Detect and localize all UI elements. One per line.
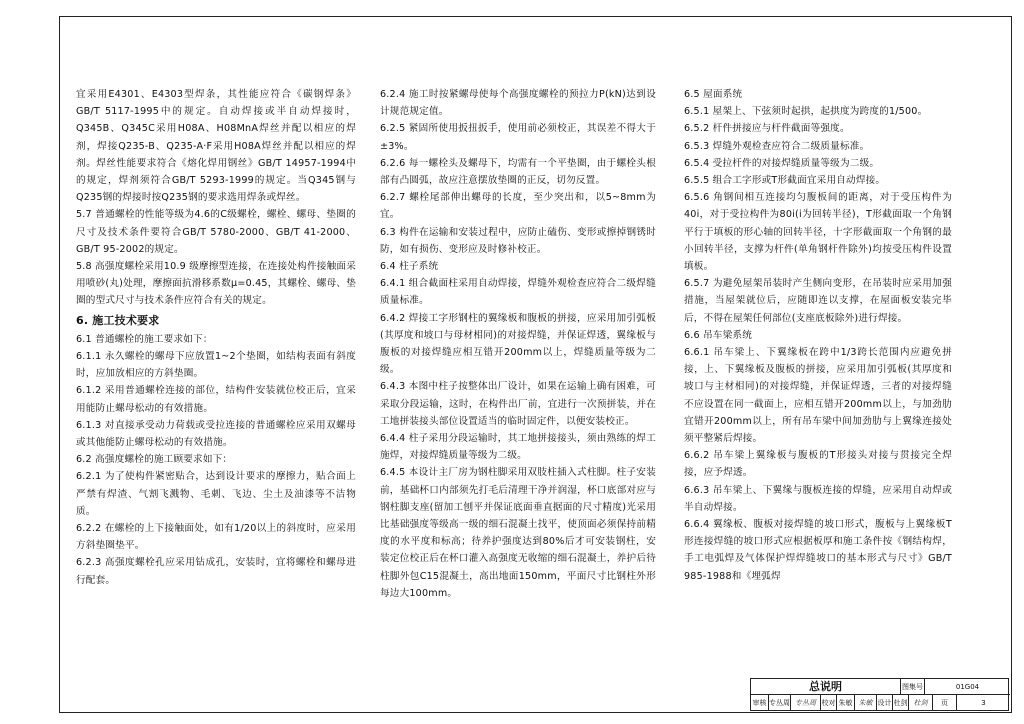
paragraph: 6.5.3 焊缝外观检查应符合二级质量标准。 — [684, 140, 870, 152]
paragraph: 6.6 吊车梁系统 — [684, 329, 753, 341]
paragraph: 6.2.5 紧固所使用扳扭扳手，使用前必须校正，其误差不得大于±3%。 — [380, 123, 656, 152]
paragraph: 6.2 高强度螺栓的施工顾要求如下： — [76, 454, 233, 466]
paragraph: 6.2.6 每一螺栓头及螺母下，均需有一个平垫圈，由于螺栓头根部有凸圆弧，故应注意摆放垫圈的正反，切勿反置。 — [380, 157, 656, 187]
paragraph: 6.2.3 高强度螺栓孔应采用钻成孔，安装时，宜将螺栓和螺母进行配套。 — [76, 557, 356, 586]
paragraph: 6.5.2 杆件拼接应与杆件截面等强度。 — [684, 123, 850, 135]
atlas-number: 01G04 — [925, 679, 1010, 695]
check-name: 朱敏 — [837, 695, 855, 711]
review-label: 审核 — [751, 695, 769, 711]
paragraph: 6.4.5 本设计主厂房为钢柱脚采用双肢柱插入式柱脚。柱子安装前，基础杯口内部须先打毛后清理干净并润湿，杯口底部对应与钢柱脚支座(留加工刨平并保证底面垂直据面的尺寸精度)光采用比基础强度等级高一级的细石混凝土找平，使顶面必须保持前精度的水平度和标高；待养护强度达到80%后才可安装钢柱，安装定位校正后在杯口灌入高强度无收缩的细石混凝土，养护后待柱脚外包C15混凝土，高出地面150mm，平面尺寸比钢柱外形每边大100mm。 — [380, 467, 656, 599]
design-label: 设计 — [877, 695, 893, 711]
section-heading: 6. 施工技术要求 — [76, 313, 160, 327]
sheet-title: 总说明 — [751, 679, 901, 695]
paragraph: 6.4.2 焊接工字形钢柱的翼缘板和腹板的拼接，应采用加引弧板(其厚度和坡口与母材相同)的对接焊缝，并保证焊透，翼缘板与腹板的对接焊缝应相互错开200mm以上，焊缝质量等级为二级。 — [380, 312, 656, 376]
paragraph: 6.2.7 螺栓尾部伸出螺母的长度，至少突出和，以5~8mm为宜。 — [380, 192, 656, 221]
page-label: 页 — [933, 695, 957, 711]
paragraph: 6.2.1 为了使构件紧密贴合，达到设计要求的摩擦力，贴合面上严禁有焊渣、气割飞溅物、毛刺、飞边、尘土及油漆等不洁物质。 — [76, 471, 356, 517]
review-name: 专丛周 — [769, 695, 791, 711]
title-block — [750, 678, 1009, 711]
paragraph: 6.5.7 为避免屋架吊装时产生侧向变形，在吊装时应采用加强措施，当屋架就位后，应随即连以支撑，在屋面板安装完毕后，不得在屋架任何部位(支座底板除外)进行焊接。 — [684, 278, 952, 324]
paragraph: 6.6.4 翼缘板、腹板对接焊缝的坡口形式，腹板与上翼缘板T形连接焊缝的坡口形式应根据板厚和施工条件按《钢结构焊，手工电弧焊及气体保护焊焊缝坡口的基本形式与尺寸》GB/T 985-1988和《埋弧焊 — [684, 519, 952, 582]
column-middle — [380, 86, 656, 602]
review-signature: 专丛周 — [791, 695, 821, 711]
paragraph: 6.5.1 屋架上、下弦须时起拱，起拱度为跨度的1/500。 — [684, 106, 928, 118]
paragraph: 6.5.5 组合工字形或T形截面宜采用自动焊接。 — [684, 175, 886, 187]
paragraph: 6.4.3 本图中柱子按整体出厂设计，如果在运输上确有困难，可采取分段运输，这时，在构件出厂前，宜进行一次预拼装，并在工地拼装接头部位设置适当的临时固定件，以便安装校正。 — [380, 381, 656, 427]
paragraph: 5.8 高强度螺栓采用10.9 级摩擦型连接，在连接处构件接触面采用喷砂(丸)处理，摩擦面抗滑移系数μ=0.45，其螺栓、螺母、垫圈的型式尺寸与技术条件应符合有关的规定。 — [76, 261, 356, 307]
column-right — [684, 86, 952, 585]
page-number: 3 — [981, 699, 986, 707]
paragraph: 宜采用E4301、E4303型焊条，其性能应符合《碳钢焊条》GB/T 5117-1995中的规定。自动焊接或半自动焊接时，Q345B、Q345C采用H08A、H08MnA焊丝并配以相应的焊剂，焊接Q235-B、Q235-A·F采用H08A焊丝并配以相应的焊剂。焊丝性能要求符合《熔化焊用钢丝》GB/T 14957-1994中的规定，焊剂须符合GB/T 5293-1999的规定。当Q345钢与Q235钢的焊接时按Q235钢的要求选用焊条或焊丝。 — [76, 89, 356, 204]
paragraph: 6.6.1 吊车梁上、下翼缘板在跨中1/3跨长范围内应避免拼接，上、下翼缘板及腹板的拼接，应采用加引弧板(其厚度和坡口与主材相同)的对接焊缝，并保证焊透，三者的对接焊缝不应设置在同一截面上，应相互错开200mm以上，与加劲肋宜错开200mm以上，所有吊车梁中间加劲肋与上翼缘连接处须平整紧后焊接。 — [684, 347, 952, 445]
check-label: 校对 — [821, 695, 837, 711]
paragraph: 6.5 屋面系统 — [684, 89, 743, 100]
paragraph: 6.3 构件在运输和安装过程中，应防止磕伤、变形或擦掉钢锈时防，如有损伤、变形应及时修补校正。 — [380, 226, 656, 255]
paragraph: 6.6.2 吊车梁上翼缘板与腹板的T形接头对接与贯接完全焊接，应予焊透。 — [684, 450, 952, 479]
paragraph: 6.5.4 受拉杆件的对接焊缝质量等级为二级。 — [684, 157, 880, 169]
paragraph: 6.1.2 采用普通螺栓连接的部位，结构件安装就位校正后，宜采用能防止螺母松动的有效措施。 — [76, 385, 356, 414]
check-signature: 朱敏 — [855, 695, 877, 711]
paragraph: 6.1.3 对直接承受动力荷载或受拉连接的普通螺栓应采用双螺母或其他能防止螺母松动的有效措施。 — [76, 419, 356, 449]
paragraph: 6.1 普通螺栓的施工要求如下： — [76, 333, 213, 345]
paragraph: 6.2.4 施工时按紧螺母使每个高强度螺栓的预拉力P(kN)达到设计规范规定值。 — [380, 89, 656, 118]
paragraph: 6.1.1 永久螺栓的螺母下应放置1~2个垫圈，如结构表面有斜度时，应加放相应的方斜垫圈。 — [76, 351, 356, 380]
design-name: 杜剑 — [893, 695, 909, 711]
design-signature: 杜剑 — [909, 695, 933, 711]
paragraph: 6.6.3 吊车梁上、下翼缘与腹板连接的焊缝，应采用自动焊或半自动焊接。 — [684, 484, 952, 513]
paragraph: 6.4 柱子系统 — [380, 261, 439, 273]
atlas-number-label: 图集号 — [901, 679, 925, 695]
paragraph: 6.4.4 柱子采用分段运输时，其工地拼接接头，须由熟练的焊工施焊，对接焊缝质量等级为二级。 — [380, 433, 656, 462]
paragraph: 6.4.1 组合截面柱采用自动焊接，焊缝外观检查应符合二级焊缝质量标准。 — [380, 278, 656, 307]
column-left — [76, 86, 356, 589]
paragraph: 5.7 普通螺栓的性能等级为4.6的C级螺栓，螺栓、螺母、垫圈的尺寸及技术条件要符合GB/T 5780-2000、GB/T 41-2000、GB/T 95-2002的规定。 — [76, 209, 356, 255]
paragraph: 6.5.6 角钢间相互连接均匀腹板间的距离，对于受压构件为40i，对于受拉构件为80i(i为回转半径)，T形截面取一个角钢平行于填板的形心轴的回转半径，十字形截面取一个角钢的最小回转半径，支撑为杆件(单角钢杆件除外)均按受压构件设置填板。 — [684, 192, 952, 273]
paragraph: 6.2.2 在螺栓的上下接触面处，如有1/20以上的斜度时，应采用方斜垫圈垫平。 — [76, 523, 356, 552]
